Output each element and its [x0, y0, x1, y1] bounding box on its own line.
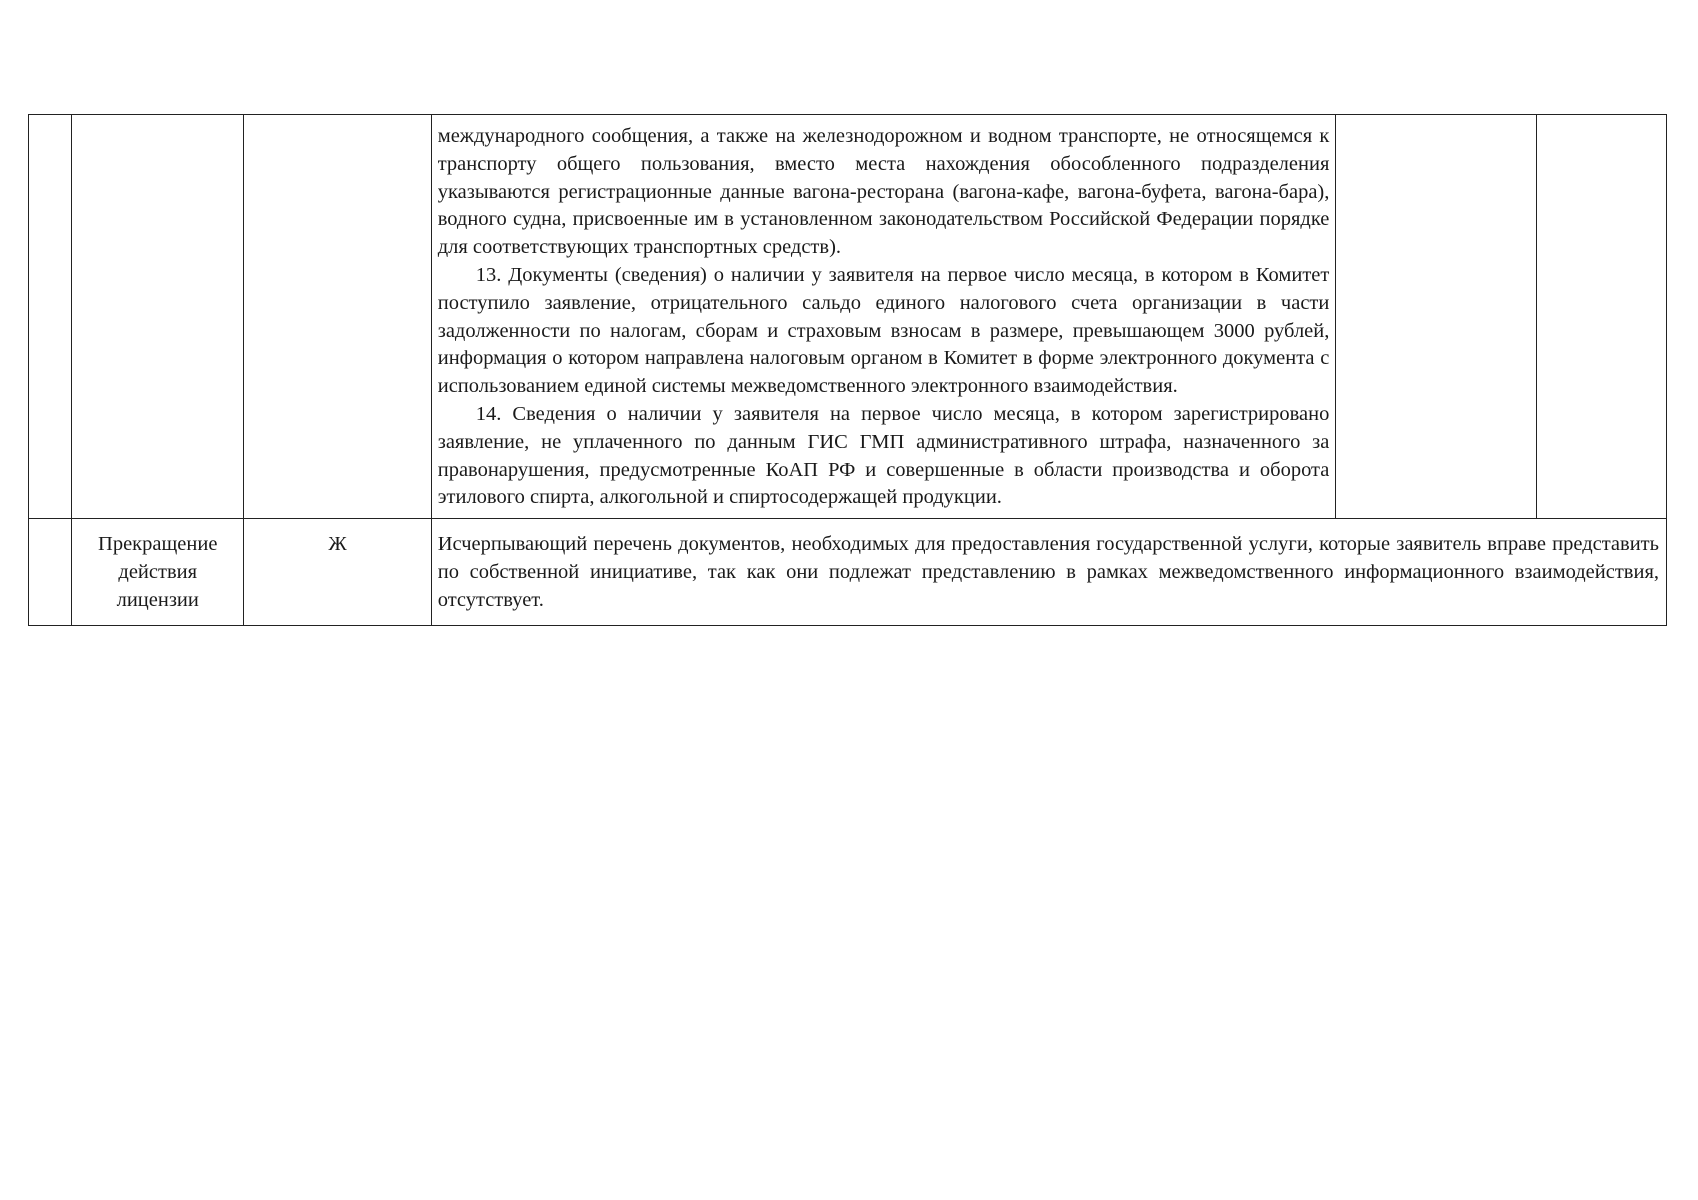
mark-cell: Ж — [244, 519, 431, 625]
empty-cell — [1336, 115, 1536, 519]
service-name-line: действия — [118, 560, 198, 583]
service-name-line: Прекращение — [98, 533, 218, 556]
table-row — [29, 519, 1667, 625]
table-row — [29, 115, 1667, 519]
documents-cell — [431, 115, 1336, 519]
service-name-line: лицензии — [116, 588, 199, 611]
documents-item-14: 14. Сведения о наличии у заявителя на первое число месяца, в котором зарегистрировано заявление, не уплаченного по данным ГИС ГМП административного штрафа, назначенного за правонарушения, предусмотренные КоАП РФ и совершенные в области производства и оборота этилового спирта, алкогольной и спиртосодержащей продукции. — [437, 402, 1330, 509]
row-number-cell — [29, 519, 72, 625]
empty-cell — [1536, 115, 1666, 519]
mark-cell — [244, 115, 431, 519]
row-number-cell — [29, 115, 72, 519]
service-name-cell — [72, 519, 244, 625]
services-table — [28, 114, 1667, 626]
service-name-cell — [72, 115, 244, 519]
documents-paragraph: международного сообщения, а также на железнодорожном и водном транспорте, не относящемся к транспорту общего пользования, вместо места нахождения обособленного подразделения указываются регистрационные данные вагона-ресторана (вагона-кафе, вагона-буфета, вагона-бара), водного судна, присвоенные им в установленном законодательством Российской Федерации порядке для соответствующих транспортных средств). — [437, 125, 1330, 259]
documents-item-13: 13. Документы (сведения) о наличии у заявителя на первое число месяца, в котором в Комитет поступило заявление, отрицательного сальдо единого налогового счета организации в части задолженности по налогам, сборам и страховым взносам в размере, превышающем 3000 рублей, информация о котором направлена налоговым органом в Комитет в форме электронного документа с использованием единой системы межведомственного электронного взаимодействия. — [437, 263, 1330, 398]
documents-cell: Исчерпывающий перечень документов, необходимых для предоставления государственной услуги, которые заявитель вправе представить по собственной инициативе, так как они подлежат представлению в рамках межведомственного информационного взаимодействия, отсутствует. — [431, 519, 1666, 625]
